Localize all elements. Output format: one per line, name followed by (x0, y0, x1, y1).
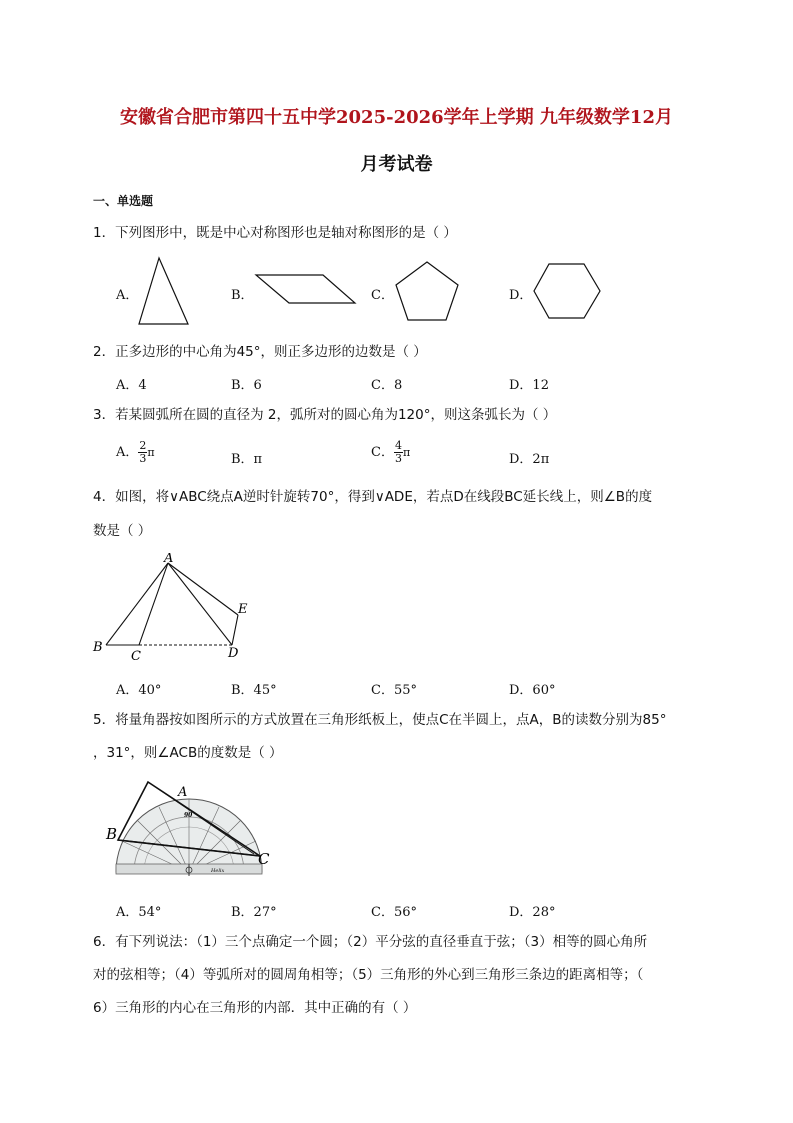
question-6-line2: 对的弦相等；（4）等弧所对的圆周角相等；（5）三角形的外心到三角形三条边的距离相等；（ (93, 967, 644, 983)
q2-option-b: B．6 (231, 378, 262, 393)
q4-label-d: D (228, 646, 239, 661)
q1-option-a-label: A． (116, 288, 139, 303)
q4-option-d: D．60° (509, 683, 556, 698)
q3-option-a-label: A． (116, 445, 139, 460)
pi-symbol: π (147, 446, 155, 459)
page-subtitle: 月考试卷 (360, 154, 433, 175)
q3-option-b: B．π (231, 452, 263, 467)
question-3-stem: 3．若某圆弧所在圆的直径为 2，弧所对的圆心角为120°，则这条弧长为（ ） (93, 407, 557, 423)
q1-pentagon-figure (392, 260, 462, 324)
q5-label-a: A (178, 785, 188, 800)
section-heading: 一、单选题 (93, 194, 154, 208)
q3-option-c-fraction (394, 440, 403, 465)
q1-option-c-label: C． (371, 288, 394, 303)
q3-option-d: D．2π (509, 452, 550, 467)
q4-label-a: A (164, 553, 174, 566)
q4-label-c: C (131, 649, 141, 664)
q2-option-a: A．4 (116, 378, 147, 393)
q4-label-e: E (238, 602, 248, 617)
q5-option-b: B．27° (231, 905, 277, 920)
fraction-numerator: 2 (139, 439, 147, 452)
question-1-stem: 1．下列图形中，既是中心对称图形也是轴对称图形的是（ ） (93, 225, 457, 241)
question-6-line3: 6）三角形的内心在三角形的内部．其中正确的有（ ） (93, 1000, 417, 1016)
q2-option-d: D．12 (509, 378, 549, 393)
q5-option-c: C．56° (371, 905, 417, 920)
q3-option-c (371, 440, 410, 465)
q1-option-d-label: D． (509, 288, 533, 303)
q1-hexagon-figure (532, 262, 602, 322)
q1-triangle-figure (138, 256, 192, 328)
q4-rotation-figure (88, 553, 258, 665)
q1-option-b-label: B． (231, 288, 254, 303)
q5-option-d: D．28° (509, 905, 556, 920)
question-4-stem-line2: 数是（ ） (93, 523, 152, 539)
q4-label-b: B (93, 640, 103, 655)
question-4-stem-line1: 4．如图，将∨ABC绕点A逆时针旋转70°，得到∨ADE，若点D在线段BC延长线上，则∠B的度 (93, 489, 653, 505)
q4-option-b: B．45° (231, 683, 277, 698)
fraction-denominator: 3 (139, 452, 147, 465)
page-title: 安徽省合肥市第四十五中学2025-2026学年上学期 九年级数学12月 (120, 107, 673, 128)
q5-protractor-figure (104, 776, 278, 880)
q5-protractor-brand: Helix (211, 868, 225, 874)
q3-option-c-label: C． (371, 445, 394, 460)
question-6-line1: 6．有下列说法：（1）三个点确定一个圆；（2）平分弦的直径垂直于弦；（3）相等的圆心角所 (93, 934, 648, 950)
q5-option-a: A．54° (116, 905, 162, 920)
pi-symbol: π (402, 446, 411, 459)
q3-option-a (116, 440, 155, 465)
question-2-stem: 2．正多边形的中心角为45°，则正多边形的边数是（ ） (93, 344, 427, 360)
q4-option-a: A．40° (116, 683, 162, 698)
q5-label-b: B (106, 825, 118, 843)
fraction-numerator: 4 (394, 439, 402, 452)
question-5-stem-line1: 5．将量角器按如图所示的方式放置在三角形纸板上，使点C在半圆上，点A，B的读数分别为85° (93, 712, 667, 728)
question-5-stem-line2: ，31°，则∠ACB的度数是（ ） (93, 745, 283, 761)
q1-parallelogram-figure (253, 272, 359, 308)
q5-protractor-90-mark: 90 (184, 812, 193, 819)
q5-label-c: C (258, 850, 270, 868)
fraction-denominator: 3 (394, 452, 402, 465)
q2-option-c: C．8 (371, 378, 403, 393)
q4-option-c: C．55° (371, 683, 417, 698)
